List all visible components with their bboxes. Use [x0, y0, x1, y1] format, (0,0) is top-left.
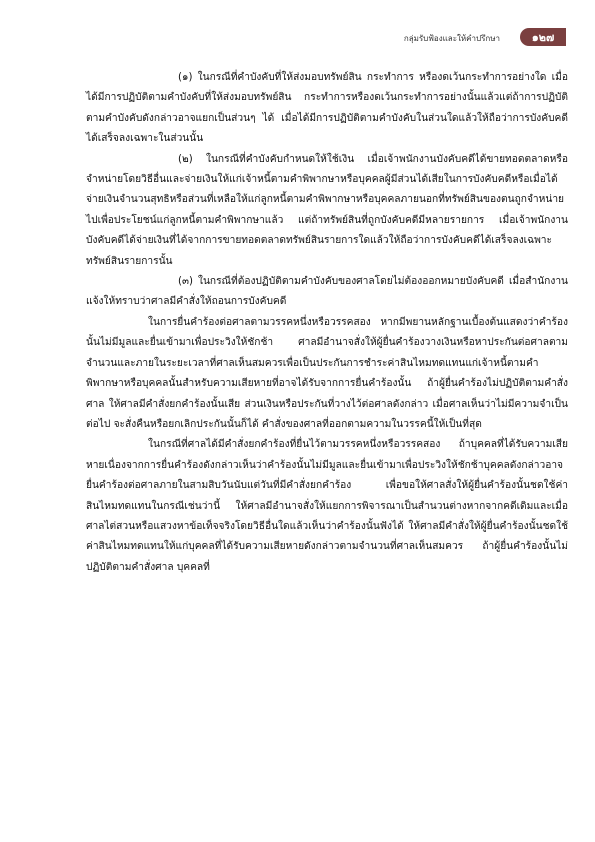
page-number-badge — [520, 28, 566, 46]
page-number: ๑๒๗ — [531, 31, 555, 44]
paragraph-item-1: (๑) ในกรณีที่คำบังคับที่ให้ส่งมอบทรัพย์สิน กระทำการ หรืองดเว้นกระทำการอย่างใด เมื่อได้มีการปฏิบัติตามคำบังคับที่ให้ส่งมอบทรัพย์สิน กระทำการหรืองดเว้นกระทำการอย่างนั้นแล้วแต่ถ้าการปฏิบัติตามคำบังคับดังกล่าวอาจแยกเป็นส่วนๆ ได้ เมื่อได้มีการปฏิบัติตามคำบังคับในส่วนใดแล้วให้ถือว่าการบังคับคดีได้เสร็จลงเฉพาะในส่วนนั้น — [86, 72, 568, 145]
paragraph-item-3: (๓) ในกรณีที่ต้องปฏิบัติตามคำบังคับของศาลโดยไม่ต้องออกหมายบังคับคดี เมื่อสำนักงานแจ้งให้ทราบว่าศาลมีคำสั่งให้ถอนการบังคับคดี — [86, 276, 568, 308]
body-text — [86, 68, 568, 578]
paragraph-damages: ในกรณีที่ศาลได้มีคำสั่งยกคำร้องที่ยื่นไว้ตามวรรคหนึ่งหรือวรรคสอง ถ้าบุคคลที่ได้รับความเสียหายเนื่องจากการยื่นคำร้องดังกล่าวเห็นว่าคำร้องนั้นไม่มีมูลและยื่นเข้ามาเพื่อประวิงให้ชักช้าบุคคลดังกล่าวอาจยื่นคำร้องต่อศาลภายในสามสิบวันนับแต่วันที่มีคำสั่งยกคำร้อง เพื่อขอให้ศาลสั่งให้ผู้ยื่นคำร้องนั้นชดใช้ค่าสินไหมทดแทนในกรณีเช่นว่านี้ ให้ศาลมีอำนาจสั่งให้แยกการพิจารณาเป็นสำนวนต่างหากจากคดีเดิมและเมื่อศาลไต่สวนหรือแสวงหาข้อเท็จจริงโดยวิธีอื่นใดแล้วเห็นว่าคำร้องนั้นฟังได้ ให้ศาลมีคำสั่งให้ผู้ยื่นคำร้องนั้นชดใช้ค่าสินไหมทดแทนให้แก่บุคคลที่ได้รับความเสียหายดังกล่าวตามจำนวนที่ศาลเห็นสมควร ถ้าผู้ยื่นคำร้องนั้นไม่ปฏิบัติตามคำสั่งศาล บุคคลที่ — [86, 439, 568, 573]
paragraph-item-2: (๒) ในกรณีที่คำบังคับกำหนดให้ใช้เงิน เมื่อเจ้าพนักงานบังคับคดีได้ขายทอดตลาดหรือจำหน่ายโดยวิธีอื่นและจ่ายเงินให้แก่เจ้าหนี้ตามคำพิพากษาหรือบุคคลผู้มีส่วนได้เสียในการบังคับคดีหรือเมื่อได้จ่ายเงินจำนวนสุทธิหรือส่วนที่เหลือให้แก่ลูกหนี้ตามคำพิพากษาหรือบุคคลภายนอกที่ทรัพย์สินของตนถูกจำหน่ายไปเพื่อประโยชน์แก่ลูกหนี้ตามคำพิพากษาแล้ว แต่ถ้าทรัพย์สินที่ถูกบังคับคดีมีหลายรายการ เมื่อเจ้าพนักงานบังคับคดีได้จ่ายเงินที่ได้จากการขายทอดตลาดทรัพย์สินรายการใดแล้วให้ถือว่าการบังคับคดีได้เสร็จลงเฉพาะทรัพย์สินรายการนั้น — [86, 153, 568, 267]
header-section-label: กลุ่มรับฟ้องและให้คำปรึกษา — [403, 34, 500, 43]
paragraph-guarantee: ในการยื่นคำร้องต่อศาลตามวรรคหนึ่งหรือวรรคสอง หากมีพยานหลักฐานเบื้องต้นแสดงว่าคำร้องนั้นไม่มีมูลและยื่นเข้ามาเพื่อประวิงให้ชักช้า ศาลมีอำนาจสั่งให้ผู้ยื่นคำร้องวางเงินหรือหาประกันต่อศาลตามจำนวนและภายในระยะเวลาที่ศาลเห็นสมควรเพื่อเป็นประกันการชำระค่าสินไหมทดแทนแก่เจ้าหนี้ตามคำพิพากษาหรือบุคคลนั้นสำหรับความเสียหายที่อาจได้รับจากการยื่นคำร้องนั้น ถ้าผู้ยื่นคำร้องไม่ปฏิบัติตามคำสั่งศาล ให้ศาลมีคำสั่งยกคำร้องนั้นเสีย ส่วนเงินหรือประกันที่วางไว้ต่อศาลดังกล่าว เมื่อศาลเห็นว่าไม่มีความจำเป็นต่อไป จะสั่งคืนหรือยกเลิกประกันนั้นก็ได้ คำสั่งของศาลที่ออกตามความในวรรคนี้ให้เป็นที่สุด — [86, 316, 568, 430]
